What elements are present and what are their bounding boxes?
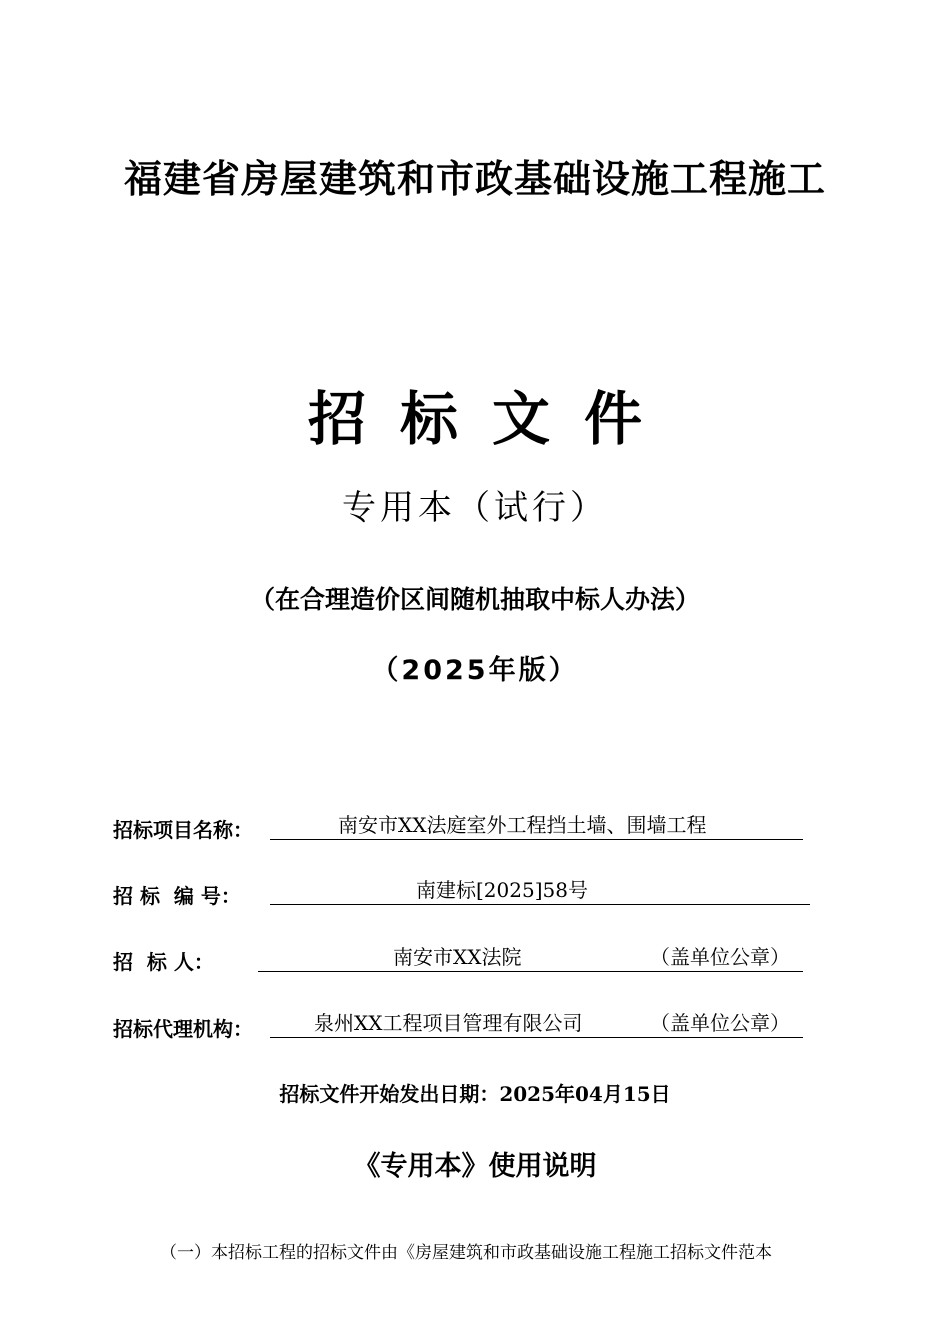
project-name-label: 招标项目名称： [113, 818, 253, 842]
tenderer-seal-note: （盖单位公章） [650, 945, 790, 969]
agent-label: 招标代理机构： [113, 1017, 253, 1041]
year-version: （2025年版） [371, 655, 579, 686]
evaluation-method: （在合理造价区间随机抽取中标人办法） [249, 585, 700, 614]
tenderer-field [258, 941, 803, 972]
project-name-field [270, 809, 803, 840]
agent-field [270, 1007, 803, 1038]
tenderer-label: 招 标 人： [113, 950, 214, 974]
edition-subtitle: 专用本（试行） [342, 488, 608, 528]
tenderer-value: 南安市XX法院 [393, 945, 522, 969]
tender-number-label: 招 标 编 号： [113, 884, 241, 908]
agent-seal-note: （盖单位公章） [650, 1011, 790, 1035]
agent-value: 泉州XX工程项目管理有限公司 [314, 1011, 583, 1035]
tender-number-field [270, 874, 810, 905]
usage-title: 《专用本》使用说明 [353, 1151, 597, 1182]
main-title: 福建省房屋建筑和市政基础设施工程施工 [123, 156, 826, 201]
issue-date: 招标文件开始发出日期：2025年04月15日 [279, 1082, 671, 1106]
project-name-value: 南安市XX法庭室外工程挡土墙、围墙工程 [338, 813, 707, 837]
document-title: 招标文件 [307, 385, 676, 453]
tender-number-value: 南建标[2025]58号 [416, 878, 588, 902]
usage-paragraph-1: （一）本招标工程的招标文件由《房屋建筑和市政基础设施工程施工招标文件范本 [160, 1243, 772, 1263]
